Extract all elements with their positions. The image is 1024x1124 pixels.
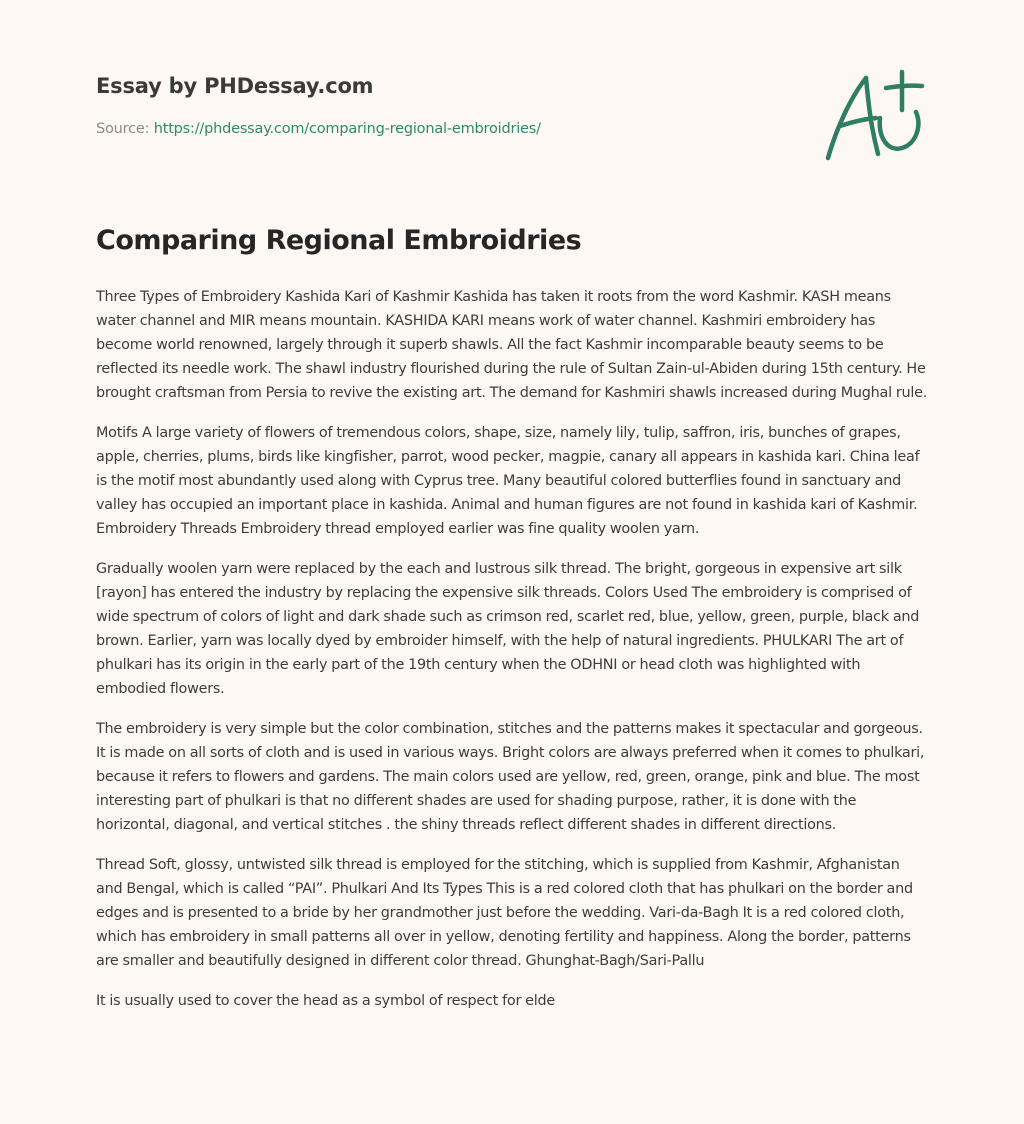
- source-link[interactable]: https://phdessay.com/comparing-regional-embroidries/: [153, 121, 541, 137]
- source-line: [96, 121, 796, 137]
- source-label: Source:: [96, 121, 150, 137]
- essay-paragraph: It is usually used to cover the head as a symbol of respect for elde: [96, 993, 555, 1009]
- essay-paragraph: Gradually woolen yarn were replaced by the each and lustrous silk thread. The bright, gorgeous in expensive art silk [rayon] has entered the industry by replacing the expensive silk threads. Colors Used The embroidery is comprised of wide spectrum of colors of light and dark shade such as crimson red, scarlet red, blue, yellow, green, purple, black and brown. Earlier, yarn was locally dyed by embroider himself, with the help of natural ingredients. PHULKARI The art of phulkari has its origin in the early part of the 19th century when the ODHNI or head cloth was highlighted with embodied flowers.: [96, 561, 920, 697]
- essay-title: Comparing Regional Embroidries: [96, 225, 582, 256]
- site-title: Essay by PHDessay.com: [96, 74, 374, 98]
- essay-paragraph: The embroidery is very simple but the color combination, stitches and the patterns makes it spectacular and gorgeous. It is made on all sorts of cloth and is used in various ways. Bright colors are always preferred when it comes to phulkari, because it refers to flowers and gardens. The main colors used are yellow, red, green, orange, pink and blue. The most interesting part of phulkari is that no different shades are used for shading purpose, rather, it is done with the horizontal, diagonal, and vertical stitches . the shiny threads reflect different shades in different directions.: [96, 721, 925, 833]
- a-plus-logo-icon: [818, 68, 930, 164]
- essay-paragraph: Three Types of Embroidery Kashida Kari of Kashmir Kashida has taken it roots from the word Kashmir. KASH means water channel and MIR means mountain. KASHIDA KARI means work of water channel. Kashmiri embroidery has become world renowned, largely through it superb shawls. All the fact Kashmir incomparable beauty seems to be reflected its needle work. The shawl industry flourished during the rule of Sultan Zain-ul-Abiden during 15th century. He brought craftsman from Persia to revive the existing art. The demand for Kashmiri shawls increased during Mughal rule.: [96, 289, 928, 401]
- page-header: [96, 74, 796, 137]
- essay-paragraph: Motifs A large variety of flowers of tremendous colors, shape, size, namely lily, tulip, saffron, iris, bunches of grapes, apple, cherries, plums, birds like kingfisher, parrot, wood pecker, magpie, canary all appears in kashida kari. China leaf is the motif most abundantly used along with Cyprus tree. Many beautiful colored butterflies found in sanctuary and valley has occupied an important place in kashida. Animal and human figures are not found in kashida kari of Kashmir. Embroidery Threads Embroidery thread employed earlier was fine quality woolen yarn.: [96, 425, 920, 537]
- essay-paragraph: Thread Soft, glossy, untwisted silk thread is employed for the stitching, which is supplied from Kashmir, Afghanistan and Bengal, which is called “PAI”. Phulkari And Its Types This is a red colored cloth that has phulkari on the border and edges and is presented to a bride by her grandmother just before the wedding. Vari-da-Bagh It is a red colored cloth, which has embroidery in small patterns all over in yellow, denoting fertility and happiness. Along the border, patterns are smaller and beautifully designed in different color thread. Ghunghat-Bagh/Sari-Pallu: [96, 857, 913, 969]
- essay-body: [96, 285, 928, 1029]
